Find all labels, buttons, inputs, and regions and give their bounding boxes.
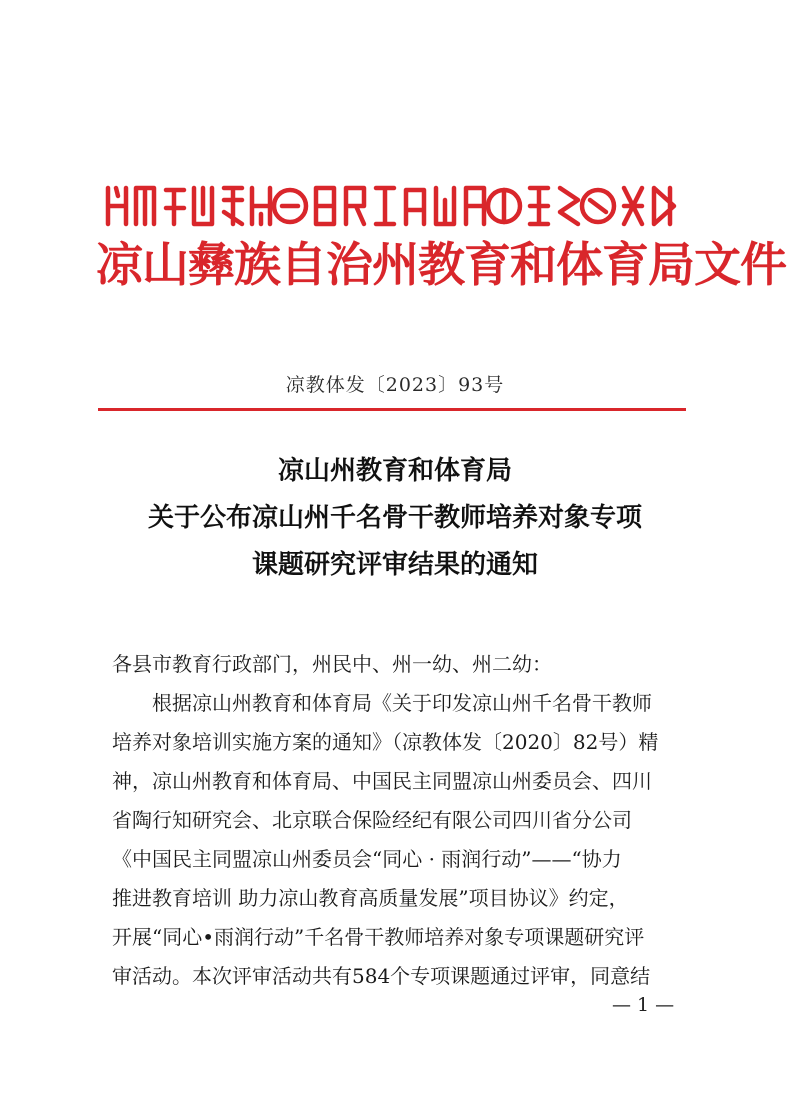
yi-script-glyphs — [104, 180, 684, 232]
notice-title-line-1: 凉山州教育和体育局 — [277, 456, 512, 486]
body-line: 《中国民主同盟凉山州委员会“同心 · 雨润行动”——“协力 — [112, 847, 622, 871]
issuing-authority-title: 凉山彝族自治州教育和体育局文件 — [96, 238, 786, 293]
body-text — [112, 645, 692, 996]
body-line: 神，凉山州教育和体育局、中国民主同盟凉山州委员会、四川 — [112, 769, 652, 793]
body-line: 根据凉山州教育和体育局《关于印发凉山州千名骨干教师 — [152, 691, 652, 715]
yi-script-header — [104, 180, 684, 232]
page-number: — 1 — — [612, 994, 675, 1016]
document-number: 凉教体发〔2023〕93号 — [285, 374, 505, 396]
body-line: 审活动。本次评审活动共有584个专项课题通过评审，同意结 — [112, 964, 651, 988]
body-line: 省陶行知研究会、北京联合保险经纪有限公司四川省分公司 — [112, 808, 632, 832]
red-divider-line — [98, 408, 686, 411]
notice-title-line-3: 课题研究评审结果的通知 — [251, 550, 538, 580]
salutation: 各县市教育行政部门，州民中、州一幼、州二幼： — [112, 652, 552, 676]
notice-title — [60, 448, 730, 589]
body-line: 推进教育培训 助力凉山教育高质量发展”项目协议》约定， — [112, 886, 629, 910]
body-line: 开展“同心•雨润行动”千名骨干教师培养对象专项课题研究评 — [112, 925, 645, 949]
body-line: 培养对象培训实施方案的通知》（凉教体发〔2020〕82号）精 — [112, 730, 659, 754]
notice-title-line-2: 关于公布凉山州千名骨干教师培养对象专项 — [147, 503, 642, 533]
